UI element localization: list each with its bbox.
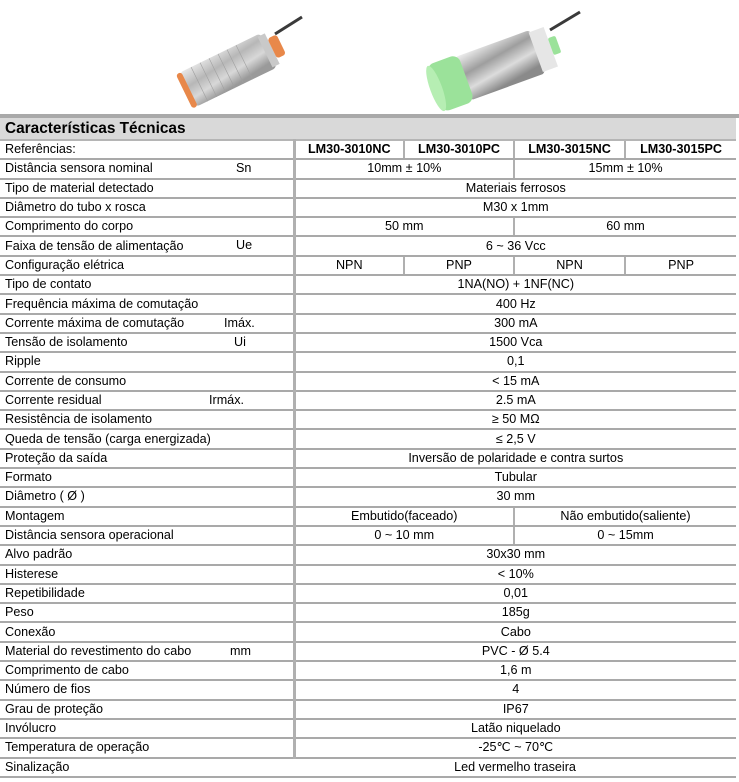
- model-header: LM30-3015NC: [514, 140, 625, 159]
- row-label: Repetibilidade: [0, 584, 294, 603]
- row-label: Tipo de material detectado: [0, 179, 294, 198]
- row-value: M30 x 1mm: [294, 198, 736, 217]
- row-value: 0,01: [294, 584, 736, 603]
- row-value: 15mm ± 10%: [514, 159, 736, 178]
- table-row: [0, 275, 736, 294]
- row-value: NPN: [294, 256, 404, 275]
- row-value: 0,1: [294, 352, 736, 371]
- row-value: 1,6 m: [294, 661, 736, 680]
- row-label: Montagem: [0, 507, 294, 526]
- spec-table: [0, 118, 736, 778]
- row-symbol: Ue: [236, 238, 253, 253]
- row-symbol: Irmáx.: [209, 392, 244, 407]
- row-label: Comprimento do corpo: [0, 217, 294, 236]
- row-label: Corrente de consumo: [0, 372, 294, 391]
- row-value: IP67: [294, 700, 736, 719]
- table-row: [0, 758, 736, 777]
- table-row: [0, 565, 736, 584]
- row-symbol: mm: [230, 643, 251, 658]
- table-row: [0, 391, 736, 410]
- row-value: 10mm ± 10%: [294, 159, 514, 178]
- table-row: [0, 429, 736, 448]
- table-row: [0, 487, 736, 506]
- row-label: Distância sensora nominal Sn: [0, 159, 294, 178]
- row-label: Sinalização: [0, 758, 294, 777]
- model-header: LM30-3015PC: [625, 140, 736, 159]
- model-header: LM30-3010NC: [294, 140, 404, 159]
- row-value: 60 mm: [514, 217, 736, 236]
- table-row: [0, 372, 736, 391]
- row-value: Materiais ferrosos: [294, 179, 736, 198]
- row-value: 2.5 mA: [294, 391, 736, 410]
- table-row: [0, 198, 736, 217]
- table-row: [0, 545, 736, 564]
- table-row: [0, 294, 736, 313]
- row-label: Corrente máxima de comutação Imáx.: [0, 314, 294, 333]
- row-label: Invólucro: [0, 719, 294, 738]
- row-label: Ripple: [0, 352, 294, 371]
- table-row: [0, 449, 736, 468]
- table-row: [0, 700, 736, 719]
- row-value: 1NA(NO) + 1NF(NC): [294, 275, 736, 294]
- row-label: Tipo de contato: [0, 275, 294, 294]
- row-value: 185g: [294, 603, 736, 622]
- row-label: Frequência máxima de comutação: [0, 294, 294, 313]
- table-row: [0, 584, 736, 603]
- row-label: Diâmetro ( Ø ): [0, 487, 294, 506]
- row-value: Não embutido(saliente): [514, 507, 736, 526]
- row-value: -25℃ ~ 70℃: [294, 738, 736, 757]
- row-value: 400 Hz: [294, 294, 736, 313]
- row-value: Cabo: [294, 622, 736, 641]
- table-row: [0, 159, 736, 178]
- row-value: Latão niquelado: [294, 719, 736, 738]
- table-title: Características Técnicas: [0, 118, 736, 140]
- table-row: [0, 738, 736, 757]
- row-label: Distância sensora operacional: [0, 526, 294, 545]
- row-value: 6 ~ 36 Vcc: [294, 236, 736, 255]
- row-value: 30x30 mm: [294, 545, 736, 564]
- row-value: PVC - Ø 5.4: [294, 642, 736, 661]
- row-label: Faixa de tensão de alimentação Ue: [0, 236, 294, 255]
- table-row: [0, 236, 736, 255]
- table-row: [0, 256, 736, 275]
- row-label: Tensão de isolamento Ui: [0, 333, 294, 352]
- row-value: Tubular: [294, 468, 736, 487]
- row-label: Formato: [0, 468, 294, 487]
- row-value: < 10%: [294, 565, 736, 584]
- table-row: [0, 661, 736, 680]
- row-value: Inversão de polaridade e contra surtos: [294, 449, 736, 468]
- row-label: Diâmetro do tubo x rosca: [0, 198, 294, 217]
- table-row: [0, 507, 736, 526]
- row-value: 0 ~ 15mm: [514, 526, 736, 545]
- row-label: Número de fios: [0, 680, 294, 699]
- table-row: [0, 314, 736, 333]
- row-label: Temperatura de operação: [0, 738, 294, 757]
- row-label: Material do revestimento do cabo mm: [0, 642, 294, 661]
- table-row: [0, 526, 736, 545]
- row-label: Resistência de isolamento: [0, 410, 294, 429]
- sensor-image-green: [400, 8, 590, 114]
- model-header: LM30-3010PC: [404, 140, 514, 159]
- row-value: Embutido(faceado): [294, 507, 514, 526]
- row-value: NPN: [514, 256, 625, 275]
- row-label: Referências:: [0, 140, 294, 159]
- row-label: Queda de tensão (carga energizada): [0, 429, 294, 448]
- row-symbol: Imáx.: [224, 315, 255, 330]
- row-label: Comprimento de cabo: [0, 661, 294, 680]
- table-row: [0, 352, 736, 371]
- row-label: Alvo padrão: [0, 545, 294, 564]
- table-row: [0, 410, 736, 429]
- row-label: Configuração elétrica: [0, 256, 294, 275]
- sensor-image-orange: [140, 12, 320, 112]
- row-value: 30 mm: [294, 487, 736, 506]
- row-label: Corrente residual Irmáx.: [0, 391, 294, 410]
- table-row: [0, 468, 736, 487]
- row-value: Led vermelho traseira: [294, 758, 736, 777]
- row-label: Peso: [0, 603, 294, 622]
- table-title-row: [0, 118, 736, 140]
- table-row: [0, 603, 736, 622]
- row-label: Grau de proteção: [0, 700, 294, 719]
- row-value: 0 ~ 10 mm: [294, 526, 514, 545]
- row-value: ≤ 2,5 V: [294, 429, 736, 448]
- table-row: [0, 333, 736, 352]
- table-row: [0, 642, 736, 661]
- row-label: Conexão: [0, 622, 294, 641]
- row-value: 50 mm: [294, 217, 514, 236]
- row-value: 300 mA: [294, 314, 736, 333]
- row-value: PNP: [404, 256, 514, 275]
- row-value: ≥ 50 MΩ: [294, 410, 736, 429]
- row-label: Histerese: [0, 565, 294, 584]
- row-value: PNP: [625, 256, 736, 275]
- table-row: [0, 217, 736, 236]
- table-row: [0, 622, 736, 641]
- table-row: [0, 680, 736, 699]
- product-images: [0, 0, 739, 114]
- row-value: < 15 mA: [294, 372, 736, 391]
- table-row: [0, 140, 736, 159]
- row-value: 1500 Vca: [294, 333, 736, 352]
- table-row: [0, 179, 736, 198]
- row-label: Proteção da saída: [0, 449, 294, 468]
- row-value: 4: [294, 680, 736, 699]
- row-symbol: Ui: [234, 334, 246, 349]
- table-row: [0, 719, 736, 738]
- row-symbol: Sn: [236, 161, 252, 176]
